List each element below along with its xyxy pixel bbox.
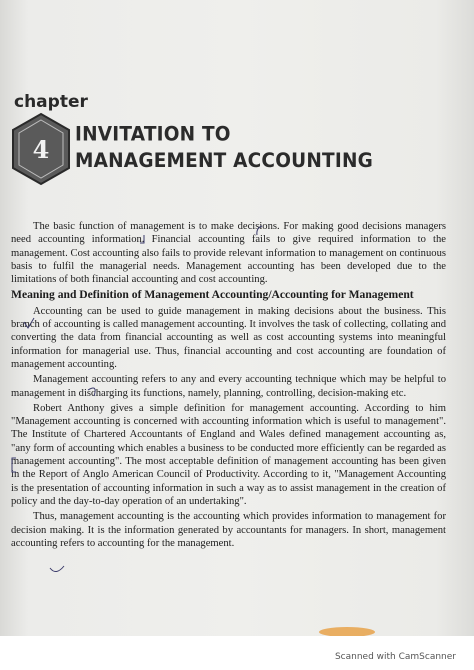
paragraph-intro: The basic function of management is to make decisions. For making good decisions managers need accounting information. Financial accounting fails to give required information to the management. Cost accounting also fails to provide relevant information to management on continuous basis to fulfil the managerial needs. Management accounting has been developed due to the limitations of both financial accounting and cost accounting.: [11, 221, 446, 286]
scanner-watermark: Scanned with CamScanner: [334, 652, 456, 662]
paragraph-technique: Management accounting refers to any and every accounting technique which may be helpful to management in discharging its functions, namely, planning, controlling, decision-making etc.: [11, 374, 446, 399]
paragraph-summary: Thus, management accounting is the accounting which provides information to management for decision making. It is the information generated by accountants for managers. In short, management accounting refers to accounting for the management.: [11, 511, 446, 549]
chapter-number: 4: [32, 134, 50, 164]
page-bottom-smudge: [318, 622, 376, 636]
paragraph-definitions: Robert Anthony gives a simple definition for management accounting. According to him "Management accounting is concerned with accounting information which is useful to management". The Institute of Chartered Accountants of England and Wales defined management accounting as, "any form of accounting which enables a business to be conducted more efficiently can be regarded as management accounting". The most acceptable definition of management accounting has been given in the Report of Anglo American Council of Productivity. According to it, "Management Accounting is the presentation of accounting information in such a way as to assist management in the creation of policy and the day-to-day operation of an undertaking".: [11, 402, 446, 507]
chapter-label: chapter: [14, 92, 88, 112]
paragraph-meaning: Accounting can be used to guide management in making decisions about the business. This branch of accounting is called management accounting. It involves the task of collecting, collating and converting the data from financial accounting as well as cost accounting systems into meaningful information for managerial use. Thus, financial accounting and cost accounting are foundation of management accounting.: [11, 305, 446, 370]
chapter-body: [11, 220, 446, 552]
section-heading: Meaning and Definition of Management Accounting/Accounting for Management: [11, 288, 414, 302]
chapter-title: INVITATION TO MANAGEMENT ACCOUNTING: [75, 123, 374, 173]
